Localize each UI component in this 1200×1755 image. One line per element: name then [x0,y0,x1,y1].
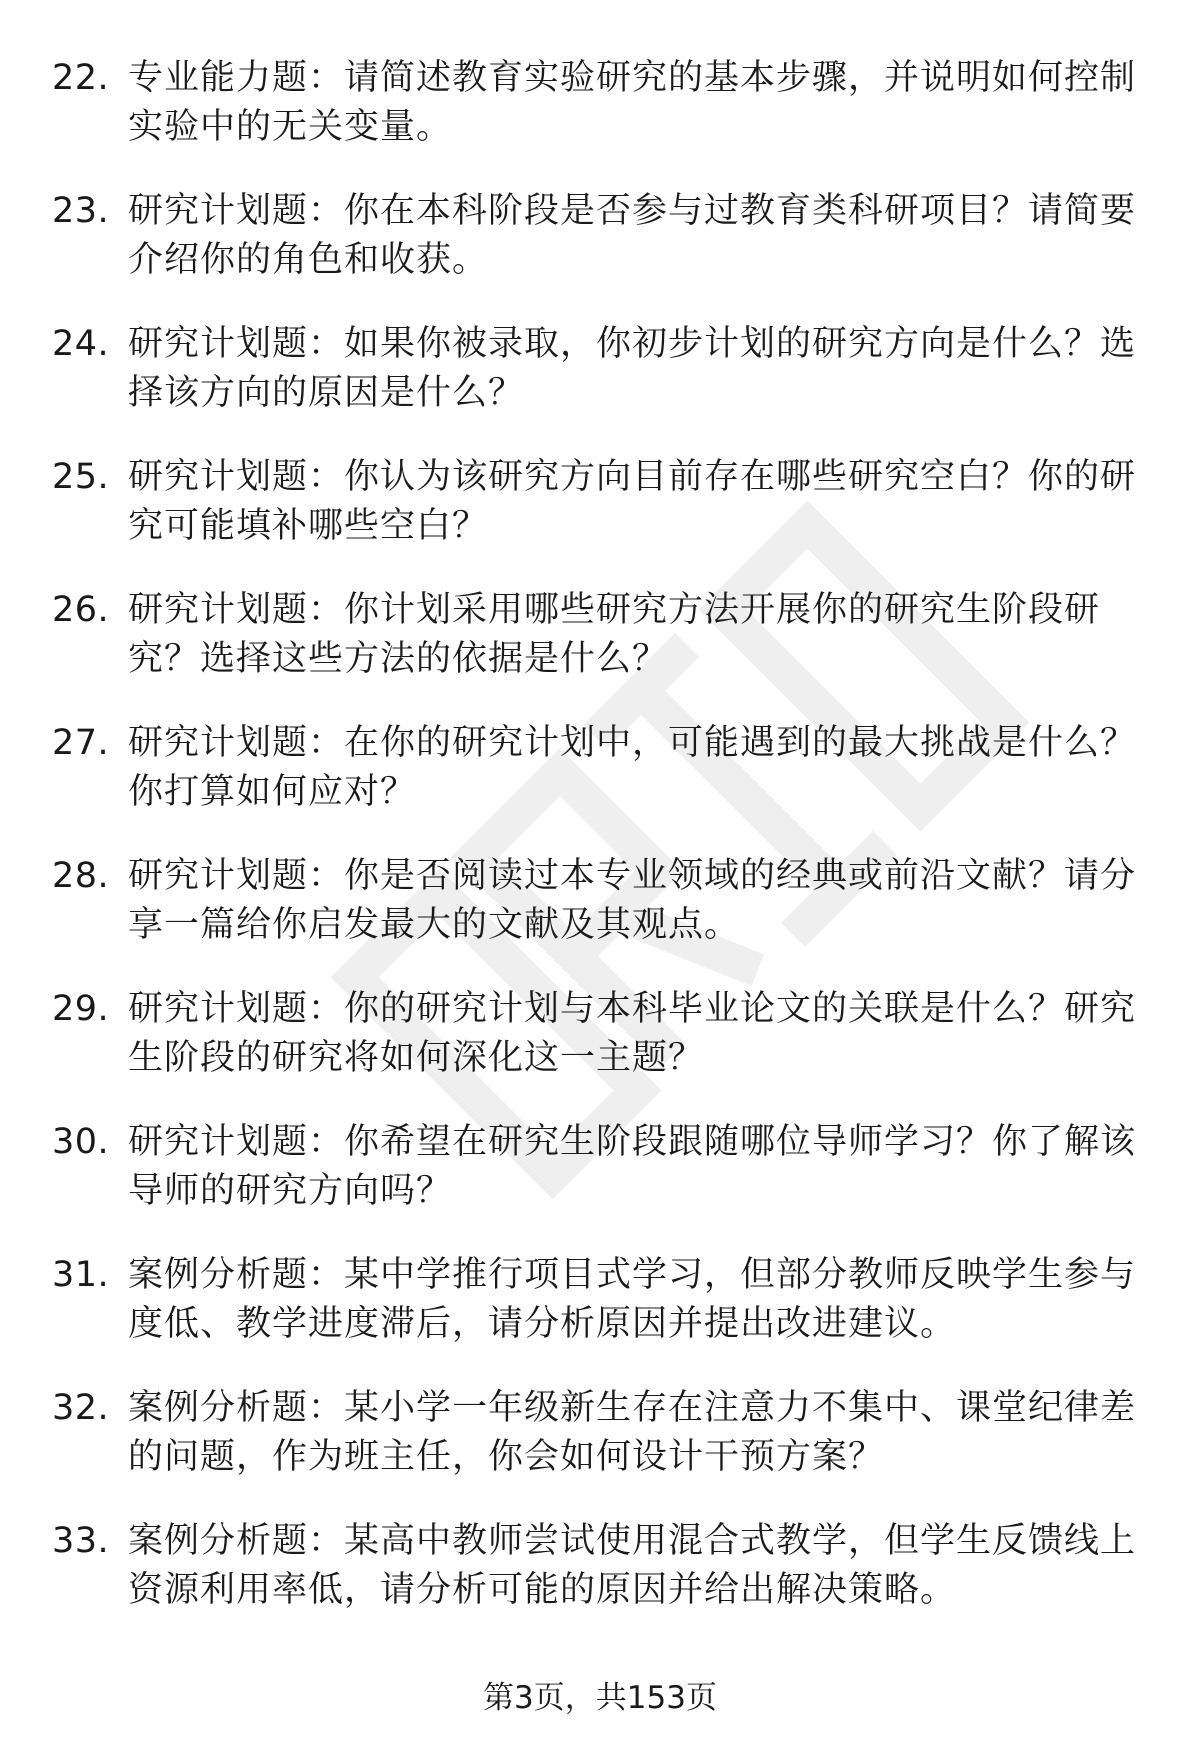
question-number: 23. [52,191,110,231]
question-text: 案例分析题：某中学推行项目式学习，但部分教师反映学生参与度低、教学进度滞后，请分析原因并提出改进建议。 [128,1255,1137,1344]
question-text: 研究计划题：你计划采用哪些研究方法开展你的研究生阶段研究？选择这些方法的依据是什么？ [128,590,1101,679]
question-item [0,1384,1200,1517]
question-number: 25. [52,457,110,497]
question-list [0,54,1200,1650]
question-item [0,985,1200,1118]
question-item [0,586,1200,719]
page-footer [0,1676,1200,1720]
question-number: 26. [52,590,110,630]
question-text: 研究计划题：你认为该研究方向目前存在哪些研究空白？你的研究可能填补哪些空白？ [128,457,1137,546]
question-number: 27. [52,723,110,763]
question-number: 33. [52,1521,110,1561]
question-item [0,1251,1200,1384]
question-item [0,1517,1200,1650]
question-text: 研究计划题：你是否阅读过本专业领域的经典或前沿文献？请分享一篇给你启发最大的文献及其观点。 [128,856,1137,945]
question-number: 22. [52,58,110,98]
question-text: 研究计划题：你在本科阶段是否参与过教育类科研项目？请简要介绍你的角色和收获。 [128,191,1137,280]
question-text: 研究计划题：你的研究计划与本科毕业论文的关联是什么？研究生阶段的研究将如何深化这一主题？ [128,989,1137,1078]
question-text: 研究计划题：如果你被录取，你初步计划的研究方向是什么？选择该方向的原因是什么？ [128,324,1137,413]
question-item [0,1118,1200,1251]
question-item [0,719,1200,852]
question-text: 案例分析题：某高中教师尝试使用混合式教学，但学生反馈线上资源利用率低，请分析可能的原因并给出解决策略。 [128,1521,1137,1610]
page-number-label: 第3页，共153页 [483,1680,717,1716]
question-text: 专业能力题：请简述教育实验研究的基本步骤，并说明如何控制实验中的无关变量。 [128,58,1137,147]
question-number: 32. [52,1388,110,1428]
question-number: 28. [52,856,110,896]
question-item [0,187,1200,320]
question-text: 案例分析题：某小学一年级新生存在注意力不集中、课堂纪律差的问题，作为班主任，你会如何设计干预方案？ [128,1388,1137,1477]
question-text: 研究计划题：你希望在研究生阶段跟随哪位导师学习？你了解该导师的研究方向吗？ [128,1122,1137,1211]
question-number: 30. [52,1122,110,1162]
question-item [0,54,1200,187]
question-number: 29. [52,989,110,1029]
question-item [0,453,1200,586]
question-number: 24. [52,324,110,364]
question-text: 研究计划题：在你的研究计划中，可能遇到的最大挑战是什么？你打算如何应对？ [128,723,1137,812]
question-item [0,320,1200,453]
question-item [0,852,1200,985]
question-number: 31. [52,1255,110,1295]
